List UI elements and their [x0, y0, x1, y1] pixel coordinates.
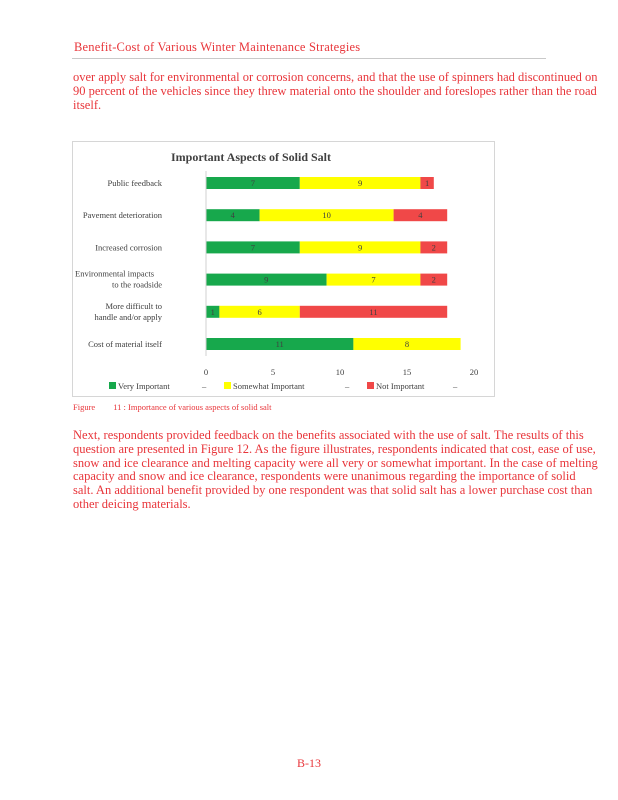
figure-caption: [73, 402, 272, 412]
data-label: 10: [322, 210, 331, 221]
data-label: 11: [275, 339, 284, 349]
category-label-line: More difficult to: [105, 300, 162, 311]
data-label: 4: [230, 210, 235, 221]
page-number: B-13: [297, 756, 321, 770]
data-label: 8: [404, 339, 410, 349]
data-label: 6: [257, 306, 262, 317]
data-label: 7: [250, 242, 256, 253]
category-label: Pavement deterioration: [82, 210, 162, 221]
data-label: 9: [357, 242, 363, 253]
legend-separator: –: [345, 381, 350, 391]
legend-swatch: [367, 382, 374, 389]
data-label: 4: [418, 210, 423, 221]
data-label: 9: [264, 274, 269, 285]
legend-label: Very Important: [118, 381, 170, 391]
data-label: 9: [357, 178, 363, 188]
legend-label: Not Important: [376, 381, 425, 391]
data-label: 2: [431, 242, 436, 253]
category-label: Increased corrosion: [95, 242, 162, 253]
legend-separator: –: [202, 381, 207, 391]
x-tick-label: 0: [203, 367, 209, 377]
category-label: Cost of material itself: [88, 339, 162, 349]
data-label: 1: [210, 306, 215, 317]
x-tick-label: 5: [270, 367, 276, 377]
data-label: 11: [369, 306, 378, 317]
paragraph-results: Next, respondents provided feedback on the benefits associated with the use of salt. The results of this question are presented in Figure 12. As the figure illustrates, respondents indicated that cost, ease of use, snow and ice clearance and melting capacity were all very or somewhat important. In the case of melting capacity and snow and ice clearance, respondents were unanimous regarding the importance of solid salt. An additional benefit provided by one respondent was that solid salt has a lower purchase cost than other deicing materials.: [73, 428, 598, 511]
legend-swatch: [109, 382, 116, 389]
caption-label: Figure: [73, 402, 96, 412]
chart-title: Important Aspects of Solid Salt: [170, 150, 332, 164]
legend-label: Somewhat Important: [233, 381, 305, 391]
legend-swatch: [224, 382, 231, 389]
paragraph-intro: over apply salt for environmental or corrosion concerns, and that the use of spinners had discontinued on 90 percent of the vehicles since they threw material onto the shoulder and foreslopes rather than the road itself.: [73, 70, 598, 112]
category-label-line: handle and/or apply: [94, 311, 162, 322]
header-rule: [72, 58, 546, 59]
x-tick-label: 20: [469, 367, 479, 377]
chart-frame: [72, 141, 495, 397]
category-label-line: Environmental impacts: [75, 268, 155, 279]
running-header: Benefit-Cost of Various Winter Maintenance Strategies: [74, 40, 361, 54]
legend-separator: –: [453, 381, 458, 391]
category-label: Public feedback: [107, 178, 162, 188]
caption-text: : Importance of various aspects of solid salt: [123, 402, 272, 412]
data-label: 1: [424, 178, 430, 188]
caption-number: 11: [113, 402, 122, 412]
data-label: 2: [431, 274, 436, 285]
x-tick-label: 10: [335, 367, 345, 377]
stacked-bar-chart: [73, 142, 494, 396]
x-tick-label: 15: [402, 367, 412, 377]
data-label: 7: [250, 178, 256, 188]
data-label: 7: [371, 274, 376, 285]
category-label-line: to the roadside: [111, 279, 162, 290]
